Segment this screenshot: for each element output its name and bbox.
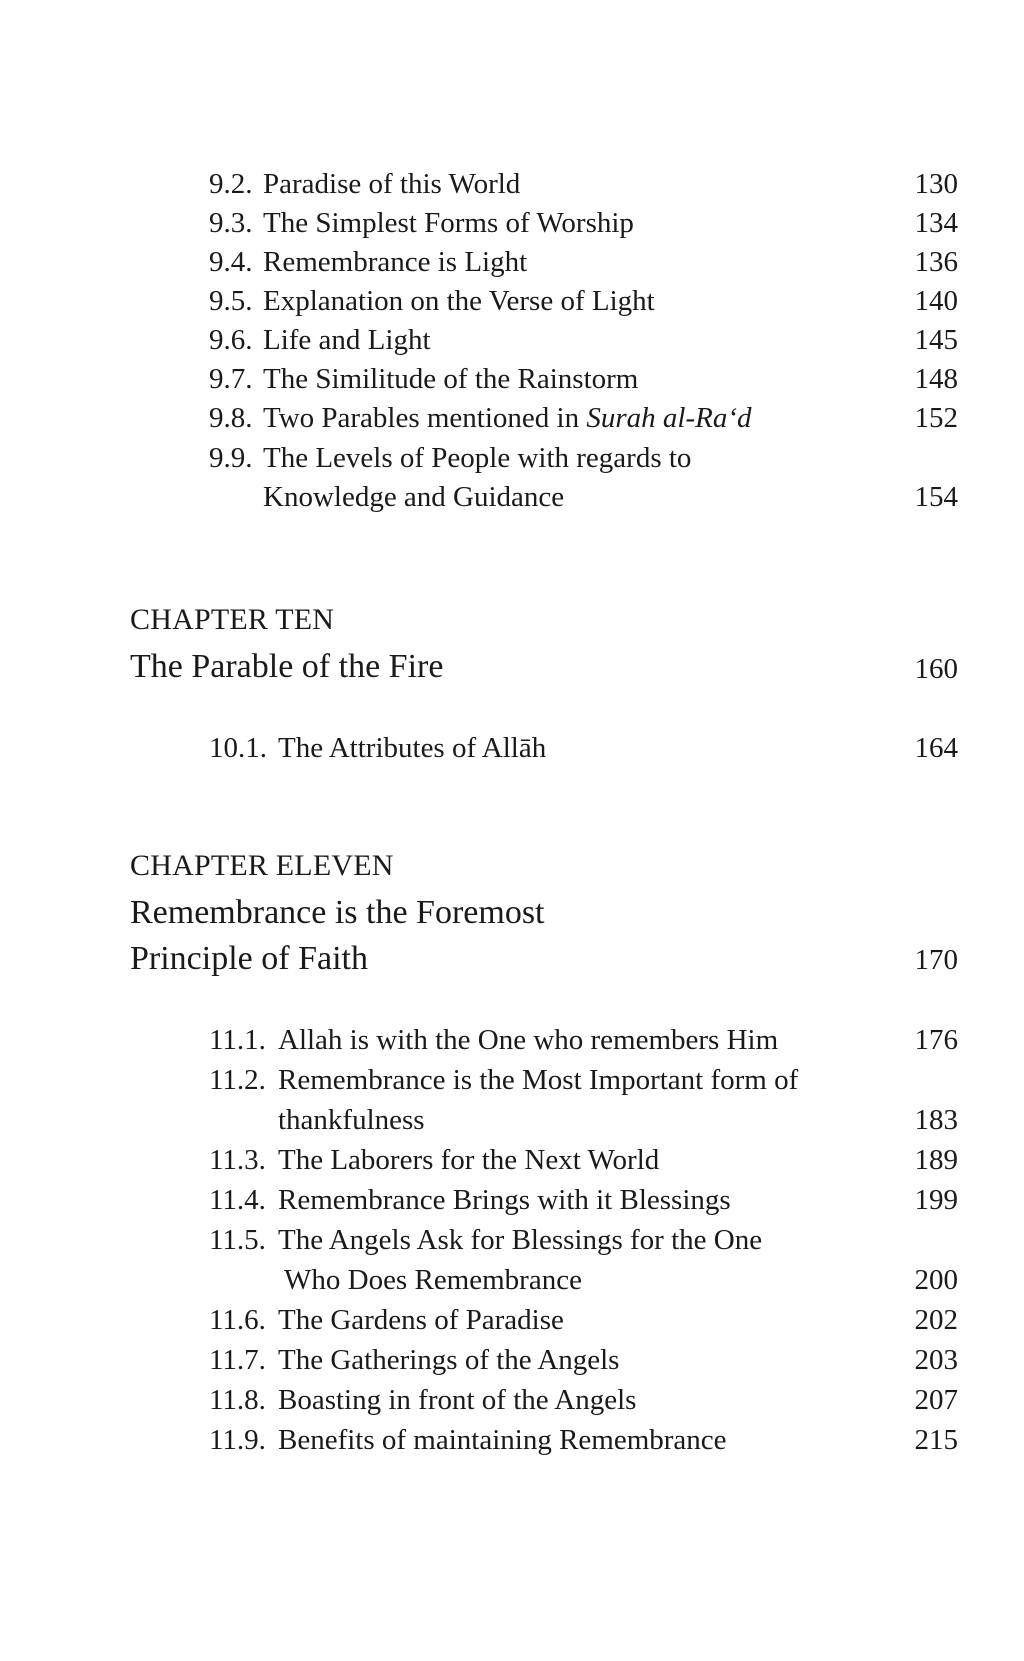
chapter-10-title: The Parable of the Fire bbox=[130, 648, 444, 685]
entry-title-continued: Knowledge and Guidance bbox=[263, 481, 565, 513]
entry-title: Remembrance is the Most Important form of bbox=[278, 1064, 799, 1096]
entry-title: The Similitude of the Rainstorm bbox=[263, 363, 639, 395]
chapter-10-label: CHAPTER TEN bbox=[130, 603, 335, 636]
entry-number: 11.3. bbox=[209, 1144, 266, 1176]
entry-number: 9.7. bbox=[209, 363, 253, 395]
entry-page: 176 bbox=[914, 1024, 958, 1056]
entry-page: 154 bbox=[914, 481, 958, 513]
chapter-11-label: CHAPTER ELEVEN bbox=[130, 849, 394, 882]
entry-page: 140 bbox=[914, 285, 958, 317]
entry-title-text: Two Parables mentioned in bbox=[263, 402, 587, 434]
entry-number: 9.2. bbox=[209, 168, 253, 200]
entry-page: 202 bbox=[914, 1304, 958, 1336]
chapter-11-title-line2: Principle of Faith bbox=[130, 940, 368, 977]
entry-number: 9.5. bbox=[209, 285, 253, 317]
entry-title: Explanation on the Verse of Light bbox=[263, 285, 655, 317]
chapter-11-title-line1: Remembrance is the Foremost bbox=[130, 894, 545, 931]
entry-number: 9.9. bbox=[209, 442, 253, 474]
chapter-11-page: 170 bbox=[914, 944, 958, 976]
entry-title-continued: thankfulness bbox=[278, 1104, 425, 1136]
entry-title: The Gatherings of the Angels bbox=[278, 1344, 620, 1376]
entry-page: 134 bbox=[914, 207, 958, 239]
entry-number: 11.5. bbox=[209, 1224, 266, 1256]
entry-number: 9.8. bbox=[209, 402, 253, 434]
entry-number: 11.4. bbox=[209, 1184, 266, 1216]
entry-number: 11.6. bbox=[209, 1304, 266, 1336]
entry-title: Boasting in front of the Angels bbox=[278, 1384, 637, 1416]
entry-number: 11.8. bbox=[209, 1384, 266, 1416]
entry-title: Paradise of this World bbox=[263, 168, 521, 200]
entry-title: Remembrance is Light bbox=[263, 246, 528, 278]
entry-page: 145 bbox=[914, 324, 958, 356]
entry-number: 9.4. bbox=[209, 246, 253, 278]
entry-number: 10.1. bbox=[209, 732, 267, 764]
entry-page: 148 bbox=[914, 363, 958, 395]
entry-title bbox=[263, 400, 751, 436]
entry-page: 189 bbox=[914, 1144, 958, 1176]
entry-number: 9.3. bbox=[209, 207, 253, 239]
entry-title: The Laborers for the Next World bbox=[278, 1144, 660, 1176]
entry-page: 207 bbox=[914, 1384, 958, 1416]
entry-page: 215 bbox=[914, 1424, 958, 1456]
entry-page: 199 bbox=[914, 1184, 958, 1216]
entry-title: Remembrance Brings with it Blessings bbox=[278, 1184, 731, 1216]
chapter-10-page: 160 bbox=[914, 653, 958, 685]
entry-number: 11.7. bbox=[209, 1344, 266, 1376]
entry-title: Life and Light bbox=[263, 324, 431, 356]
entry-page: 164 bbox=[914, 732, 958, 764]
entry-title-italic: Surah al-Ra‘d bbox=[586, 402, 752, 434]
entry-page: 130 bbox=[914, 168, 958, 200]
entry-title-continued: Who Does Remembrance bbox=[284, 1264, 582, 1296]
entry-title: The Simplest Forms of Worship bbox=[263, 207, 634, 239]
entry-title: The Levels of People with regards to bbox=[263, 442, 692, 474]
entry-page: 200 bbox=[914, 1264, 958, 1296]
entry-number: 9.6. bbox=[209, 324, 253, 356]
entry-number: 11.9. bbox=[209, 1424, 266, 1456]
entry-page: 136 bbox=[914, 246, 958, 278]
entry-number: 11.1. bbox=[209, 1024, 266, 1056]
entry-title: The Gardens of Paradise bbox=[278, 1304, 564, 1336]
entry-number: 11.2. bbox=[209, 1064, 266, 1096]
entry-title: Allah is with the One who remembers Him bbox=[278, 1024, 779, 1056]
entry-page: 203 bbox=[914, 1344, 958, 1376]
entry-page: 183 bbox=[914, 1104, 958, 1136]
entry-page: 152 bbox=[914, 402, 958, 434]
entry-title: The Attributes of Allāh bbox=[278, 732, 547, 764]
entry-title: Benefits of maintaining Remembrance bbox=[278, 1424, 727, 1456]
entry-title: The Angels Ask for Blessings for the One bbox=[278, 1224, 763, 1256]
